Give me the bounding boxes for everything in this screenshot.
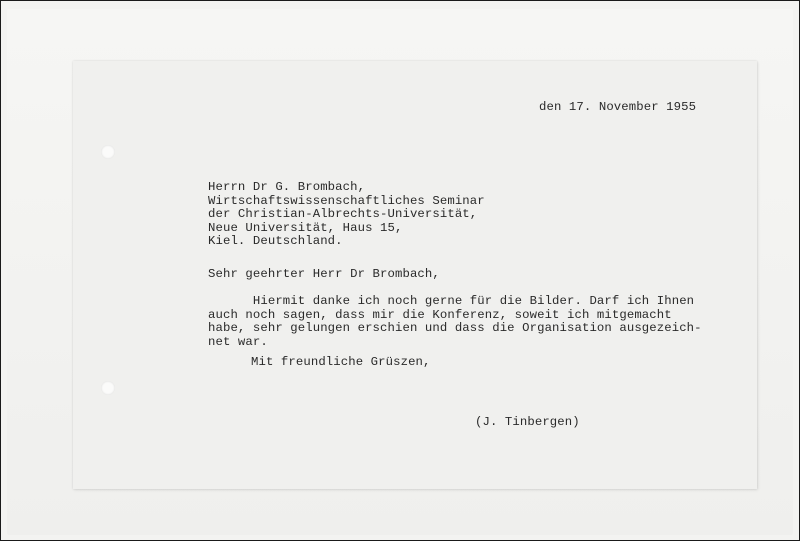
address-line: Herrn Dr G. Brombach, — [208, 180, 366, 194]
recipient-address — [208, 181, 485, 249]
body-line: habe, sehr gelungen erschien und dass die Organisation ausgezeich- — [208, 321, 702, 335]
salutation: Sehr geehrter Herr Dr Brombach, — [208, 267, 440, 281]
address-line: Kiel. Deutschland. — [208, 234, 343, 248]
address-line: Neue Universität, Haus 15, — [208, 220, 403, 235]
letter-body — [208, 295, 702, 349]
body-line: auch noch sagen, dass mir die Konferenz, soweit ich mitgemacht — [208, 307, 672, 322]
punch-hole-top — [101, 145, 115, 159]
body-line: net war. — [208, 334, 268, 349]
punch-hole-bottom — [101, 381, 115, 395]
address-line: Wirtschaftswissenschaftliches Seminar — [208, 193, 485, 208]
body-line: Hiermit danke ich noch gerne für die Bilder. Darf ich Ihnen — [208, 294, 695, 308]
letter-page — [73, 61, 757, 489]
letter-date: den 17. November 1955 — [539, 100, 697, 114]
signature: (J. Tinbergen) — [475, 415, 580, 429]
closing: Mit freundliche Grüszen, — [251, 355, 431, 369]
address-line: der Christian-Albrechts-Universität, — [208, 207, 478, 221]
